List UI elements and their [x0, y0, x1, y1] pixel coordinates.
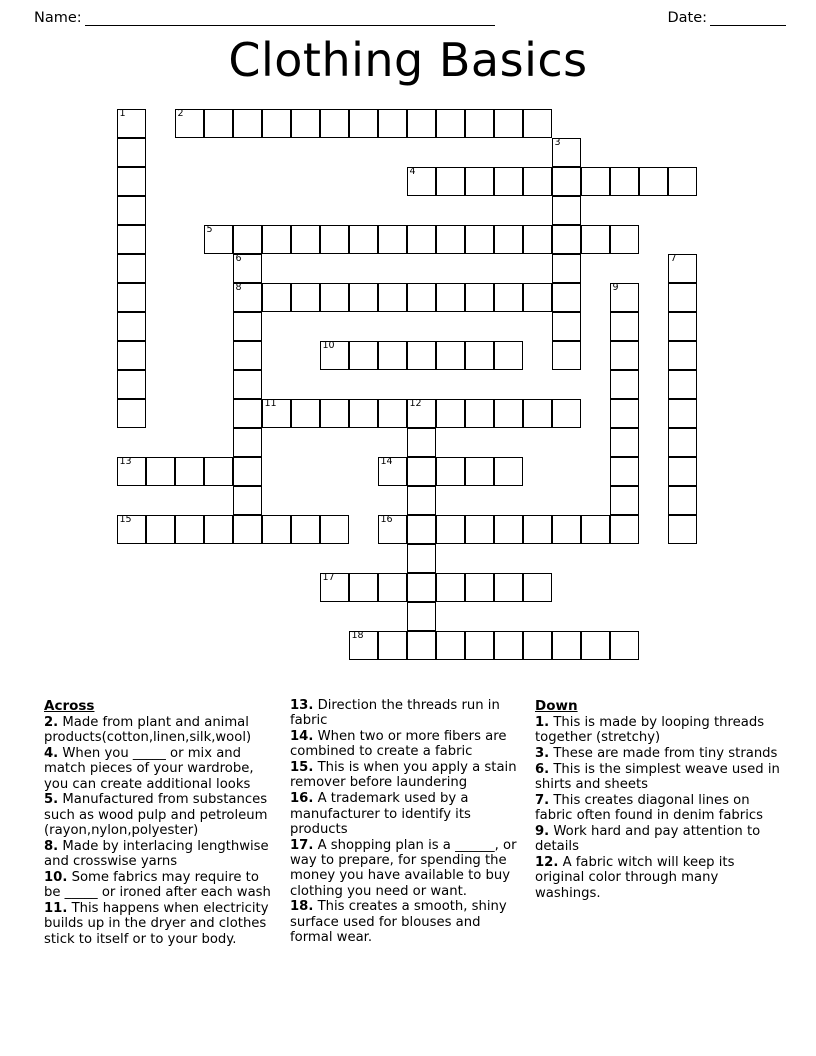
crossword-cell[interactable] [668, 312, 697, 341]
crossword-cell[interactable] [262, 283, 291, 312]
crossword-cell[interactable] [233, 399, 262, 428]
crossword-cell[interactable] [320, 515, 349, 544]
crossword-cell[interactable] [465, 399, 494, 428]
cell-number: 8 [235, 282, 242, 293]
crossword-cell[interactable] [117, 341, 146, 370]
crossword-cell[interactable] [117, 515, 146, 544]
clue-number: 7. [535, 792, 550, 808]
crossword-cell[interactable] [610, 428, 639, 457]
crossword-cell[interactable] [494, 167, 523, 196]
clue-text: Made from plant and animal products(cotton,linen,silk,wool) [44, 715, 252, 746]
crossword-cell[interactable] [233, 457, 262, 486]
crossword-cell[interactable] [349, 573, 378, 602]
clue-number: 14. [290, 729, 314, 745]
crossword-cell[interactable] [320, 225, 349, 254]
crossword-cell[interactable] [233, 225, 262, 254]
crossword-cell[interactable] [494, 573, 523, 602]
crossword-cell[interactable] [436, 109, 465, 138]
cell-number: 13 [119, 456, 132, 467]
crossword-cell[interactable] [610, 370, 639, 399]
clue-number: 1. [535, 715, 550, 730]
clue-text: When you _____ or mix and match pieces of your wardrobe, you can create additional looks [44, 746, 254, 792]
crossword-cell[interactable] [552, 167, 581, 196]
crossword-cell[interactable] [378, 225, 407, 254]
across-clue-list-1 [44, 715, 278, 947]
clue-number: 15. [290, 760, 314, 776]
crossword-cell[interactable] [552, 631, 581, 660]
cell-number: 11 [264, 398, 277, 409]
crossword-cell[interactable] [407, 573, 436, 602]
crossword-cell[interactable] [494, 631, 523, 660]
clue-item [44, 901, 278, 947]
crossword-cell[interactable] [320, 283, 349, 312]
crossword-cell[interactable] [552, 312, 581, 341]
crossword-cell[interactable] [465, 283, 494, 312]
crossword-cell[interactable] [407, 109, 436, 138]
clue-item [290, 838, 523, 899]
crossword-cell[interactable] [291, 399, 320, 428]
name-input-line[interactable] [85, 12, 495, 26]
clue-item [535, 793, 780, 824]
crossword-cell[interactable] [378, 457, 407, 486]
clue-number: 6. [535, 761, 550, 777]
crossword-cell[interactable] [523, 283, 552, 312]
crossword-cell[interactable] [436, 341, 465, 370]
crossword-cell[interactable] [262, 225, 291, 254]
crossword-cell[interactable] [523, 515, 552, 544]
crossword-cell[interactable] [378, 515, 407, 544]
crossword-cell[interactable] [610, 341, 639, 370]
clue-number: 18. [290, 899, 314, 915]
crossword-cell[interactable] [117, 167, 146, 196]
clue-text: When two or more fibers are combined to create a fabric [290, 729, 507, 760]
clue-item [44, 870, 278, 901]
crossword-cell[interactable] [349, 631, 378, 660]
crossword-cell[interactable] [552, 254, 581, 283]
clue-number: 4. [44, 746, 59, 762]
clue-number: 3. [535, 746, 550, 762]
clue-item [535, 762, 780, 793]
crossword-cell[interactable] [668, 341, 697, 370]
clue-number: 8. [44, 838, 59, 854]
crossword-cell[interactable] [610, 631, 639, 660]
clue-text: A fabric witch will keep its original color through many washings. [535, 855, 735, 901]
crossword-cell[interactable] [320, 341, 349, 370]
crossword-cell[interactable] [610, 515, 639, 544]
clue-text: Made by interlacing lengthwise and crosswise yarns [44, 838, 269, 870]
cell-number: 3 [554, 137, 561, 148]
clue-text: This is made by looping threads together (stretchy) [535, 715, 765, 746]
clues-column-across-2 [290, 698, 535, 946]
cell-number: 12 [409, 398, 422, 409]
clue-item [535, 855, 780, 901]
clue-number: 16. [290, 791, 314, 807]
crossword-cell[interactable] [378, 283, 407, 312]
crossword-cell[interactable] [233, 428, 262, 457]
crossword-cell[interactable] [117, 109, 146, 138]
clue-item [290, 760, 523, 791]
crossword-cell[interactable] [668, 486, 697, 515]
crossword-cell[interactable] [552, 341, 581, 370]
crossword-cell[interactable] [233, 341, 262, 370]
crossword-cell[interactable] [436, 399, 465, 428]
crossword-cell[interactable] [436, 283, 465, 312]
crossword-cell[interactable] [494, 283, 523, 312]
clue-text: This happens when electricity builds up in the dryer and clothes stick to itself or to your body. [44, 901, 269, 947]
cell-number: 10 [322, 340, 335, 351]
clue-item [44, 746, 278, 792]
crossword-cell[interactable] [668, 428, 697, 457]
crossword-cell[interactable] [117, 196, 146, 225]
cell-number: 18 [351, 630, 364, 641]
crossword-cell[interactable] [581, 167, 610, 196]
crossword-cell[interactable] [523, 631, 552, 660]
date-input-line[interactable] [710, 12, 786, 26]
crossword-cell[interactable] [465, 631, 494, 660]
page-title: Clothing Basics [228, 33, 588, 87]
crossword-cell[interactable] [407, 457, 436, 486]
crossword-cell[interactable] [291, 515, 320, 544]
clue-number: 17. [290, 837, 314, 853]
crossword-cell[interactable] [146, 515, 175, 544]
down-clue-list [535, 715, 780, 901]
crossword-cell[interactable] [291, 109, 320, 138]
clue-item [535, 715, 780, 746]
clues-column-across-1 [44, 698, 290, 947]
crossword-cell[interactable] [523, 573, 552, 602]
crossword-cell[interactable] [407, 341, 436, 370]
clue-text: These are made from tiny strands [549, 746, 778, 762]
crossword-cell[interactable] [581, 225, 610, 254]
crossword-cell[interactable] [668, 399, 697, 428]
crossword-cell[interactable] [407, 544, 436, 573]
crossword-cell[interactable] [407, 486, 436, 515]
clue-text: Some fabrics may require to be _____ or ironed after each wash [44, 869, 271, 901]
across-clue-list-2 [290, 698, 523, 945]
clue-item [44, 839, 278, 870]
crossword-cell[interactable] [117, 399, 146, 428]
crossword-cell[interactable] [465, 341, 494, 370]
crossword-cell[interactable] [407, 167, 436, 196]
crossword-cell[interactable] [610, 486, 639, 515]
crossword-cell[interactable] [175, 109, 204, 138]
date-label: Date: [667, 10, 707, 26]
crossword-cell[interactable] [465, 225, 494, 254]
crossword-cell[interactable] [436, 457, 465, 486]
crossword-cell[interactable] [494, 515, 523, 544]
crossword-cell[interactable] [349, 109, 378, 138]
crossword-cell[interactable] [320, 399, 349, 428]
crossword-cell[interactable] [320, 109, 349, 138]
crossword-cell[interactable] [291, 225, 320, 254]
crossword-cell[interactable] [436, 515, 465, 544]
crossword-cell[interactable] [668, 283, 697, 312]
crossword-cell[interactable] [494, 457, 523, 486]
crossword-cell[interactable] [523, 225, 552, 254]
clue-number: 9. [535, 824, 550, 840]
clue-number: 12. [535, 855, 559, 871]
crossword-cell[interactable] [552, 283, 581, 312]
crossword-cell[interactable] [523, 399, 552, 428]
clue-item [290, 729, 523, 760]
clue-number: 2. [44, 715, 59, 730]
crossword-cell[interactable] [407, 428, 436, 457]
crossword-cell[interactable] [494, 109, 523, 138]
crossword-cell[interactable] [581, 631, 610, 660]
crossword-cell[interactable] [407, 283, 436, 312]
crossword-cell[interactable] [349, 341, 378, 370]
crossword-cell[interactable] [117, 312, 146, 341]
crossword-cell[interactable] [117, 225, 146, 254]
across-heading: Across [44, 698, 95, 714]
crossword-cell[interactable] [465, 457, 494, 486]
crossword-cell[interactable] [465, 573, 494, 602]
crossword-cell[interactable] [552, 138, 581, 167]
crossword-cell[interactable] [349, 283, 378, 312]
crossword-cell[interactable] [204, 457, 233, 486]
crossword-cell[interactable] [407, 602, 436, 631]
clue-number: 11. [44, 901, 68, 917]
clue-text: Direction the threads run in fabric [290, 698, 500, 729]
crossword-cell[interactable] [233, 486, 262, 515]
crossword-cell[interactable] [523, 167, 552, 196]
clue-text: This creates diagonal lines on fabric often found in denim fabrics [535, 792, 763, 824]
crossword-cell[interactable] [349, 225, 378, 254]
crossword-cell[interactable] [320, 573, 349, 602]
cell-number: 16 [380, 514, 393, 525]
crossword-cell[interactable] [494, 399, 523, 428]
crossword-cell[interactable] [610, 283, 639, 312]
crossword-cell[interactable] [233, 109, 262, 138]
cell-number: 6 [235, 253, 242, 264]
crossword-cell[interactable] [494, 341, 523, 370]
crossword-cell[interactable] [117, 283, 146, 312]
crossword-cell[interactable] [378, 109, 407, 138]
crossword-cell[interactable] [117, 138, 146, 167]
crossword-cell[interactable] [117, 457, 146, 486]
crossword-cell[interactable] [204, 225, 233, 254]
crossword-cell[interactable] [610, 225, 639, 254]
crossword-cell[interactable] [233, 312, 262, 341]
clue-text: Work hard and pay attention to details [535, 824, 761, 855]
crossword-cell[interactable] [233, 254, 262, 283]
cell-number: 17 [322, 572, 335, 583]
crossword-cell[interactable] [523, 109, 552, 138]
crossword-cell[interactable] [233, 370, 262, 399]
name-label: Name: [34, 10, 82, 26]
clue-number: 10. [44, 869, 68, 885]
crossword-cell[interactable] [552, 399, 581, 428]
clue-text: A shopping plan is a ______, or way to prepare, for spending the money you have available to buy clothing you need or want. [290, 837, 517, 899]
crossword-cell[interactable] [465, 109, 494, 138]
crossword-cell[interactable] [407, 515, 436, 544]
crossword-cell[interactable] [233, 515, 262, 544]
crossword-cell[interactable] [668, 254, 697, 283]
crossword-cell[interactable] [291, 283, 320, 312]
crossword-cell[interactable] [552, 196, 581, 225]
crossword-cell[interactable] [668, 370, 697, 399]
clue-text: A trademark used by a manufacturer to identify its products [290, 791, 471, 837]
clue-text: This is the simplest weave used in shirts and sheets [535, 761, 780, 793]
cell-number: 1 [119, 108, 126, 119]
crossword-cell[interactable] [378, 631, 407, 660]
clue-item [290, 899, 523, 945]
crossword-cell[interactable] [262, 109, 291, 138]
clue-item [535, 824, 780, 855]
crossword-cell[interactable] [465, 167, 494, 196]
crossword-cell[interactable] [552, 515, 581, 544]
cell-number: 15 [119, 514, 132, 525]
clue-text: This is when you apply a stain remover before laundering [290, 760, 517, 791]
crossword-cell[interactable] [552, 225, 581, 254]
clues-section [44, 698, 780, 947]
cell-number: 5 [206, 224, 213, 235]
down-heading: Down [535, 698, 578, 714]
crossword-cell[interactable] [407, 225, 436, 254]
crossword-grid[interactable] [117, 109, 717, 689]
crossword-cell[interactable] [175, 457, 204, 486]
crossword-cell[interactable] [610, 312, 639, 341]
crossword-cell[interactable] [436, 573, 465, 602]
crossword-cell[interactable] [610, 167, 639, 196]
clues-column-down [535, 698, 780, 902]
crossword-cell[interactable] [436, 631, 465, 660]
cell-number: 4 [409, 166, 416, 177]
clue-number: 13. [290, 698, 314, 713]
crossword-cell[interactable] [639, 167, 668, 196]
crossword-cell[interactable] [204, 109, 233, 138]
crossword-cell[interactable] [204, 515, 233, 544]
clue-item [535, 746, 780, 761]
cell-number: 14 [380, 456, 393, 467]
crossword-cell[interactable] [407, 631, 436, 660]
crossword-cell[interactable] [349, 399, 378, 428]
crossword-cell[interactable] [407, 399, 436, 428]
cell-number: 7 [670, 253, 677, 264]
crossword-cell[interactable] [117, 370, 146, 399]
crossword-cell[interactable] [610, 457, 639, 486]
crossword-cell[interactable] [378, 341, 407, 370]
crossword-cell[interactable] [668, 457, 697, 486]
cell-number: 9 [612, 282, 619, 293]
crossword-cell[interactable] [668, 515, 697, 544]
clue-item [44, 715, 278, 746]
crossword-cell[interactable] [436, 167, 465, 196]
crossword-cell[interactable] [262, 515, 291, 544]
crossword-cell[interactable] [378, 399, 407, 428]
clue-item [290, 698, 523, 729]
crossword-cell[interactable] [668, 167, 697, 196]
crossword-cell[interactable] [175, 515, 204, 544]
crossword-cell[interactable] [378, 573, 407, 602]
clue-item [44, 792, 278, 838]
clue-item [290, 791, 523, 837]
crossword-cell[interactable] [233, 283, 262, 312]
crossword-cell[interactable] [581, 515, 610, 544]
crossword-cell[interactable] [117, 254, 146, 283]
clue-number: 5. [44, 792, 59, 808]
clue-text: Manufactured from substances such as wood pulp and petroleum (rayon,nylon,polyester) [44, 792, 268, 839]
worksheet-header [0, 0, 816, 26]
crossword-cell[interactable] [494, 225, 523, 254]
crossword-cell[interactable] [465, 515, 494, 544]
clue-text: This creates a smooth, shiny surface used for blouses and formal wear. [290, 899, 507, 945]
crossword-cell[interactable] [436, 225, 465, 254]
crossword-cell[interactable] [262, 399, 291, 428]
crossword-cell[interactable] [610, 399, 639, 428]
crossword-cell[interactable] [146, 457, 175, 486]
cell-number: 2 [177, 108, 184, 119]
